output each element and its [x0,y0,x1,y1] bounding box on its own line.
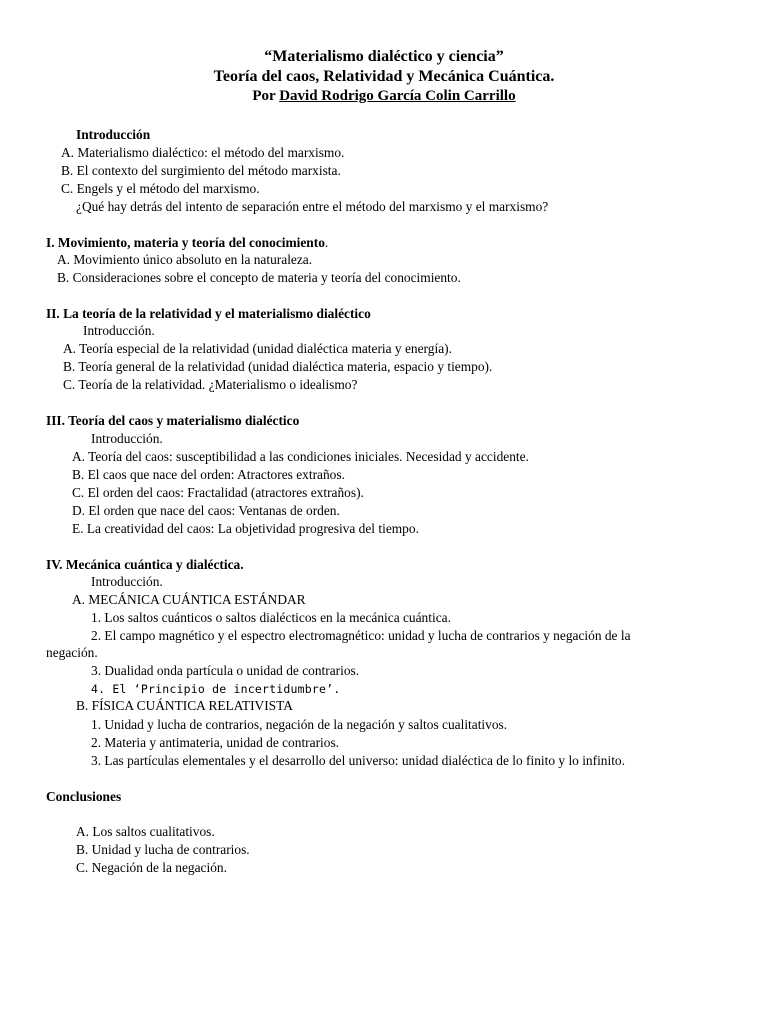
section-1-heading-suffix: . [324,235,329,250]
conclusions-item: B. Unidad y lucha de contrarios. [76,842,250,857]
section-1-item: A. Movimiento único absoluto en la naturaleza. [57,252,313,267]
section-3-heading: III. Teoría del caos y materialismo dialéctico [46,413,300,428]
section-4a-item-continuation: negación. [46,645,98,660]
intro-item: A. Materialismo dialéctico: el método del marxismo. [61,145,345,160]
intro-question: ¿Qué hay detrás del intento de separación entre el método del marxismo y el marxismo? [76,199,549,214]
intro-heading: Introducción [76,127,151,142]
author-line [0,87,768,106]
section-4a-item: 2. El campo magnético y el espectro electromagnético: unidad y lucha de contrarios y negación de la [91,628,631,643]
intro-item: B. El contexto del surgimiento del método marxista. [61,163,341,178]
document-subtitle: Teoría del caos, Relatividad y Mecánica Cuántica. [213,68,555,85]
conclusions-item: A. Los saltos cualitativos. [76,824,215,839]
title-block [0,47,768,106]
section-2-item: C. Teoría de la relatividad. ¿Materialismo o idealismo? [63,377,358,392]
conclusions-item: C. Negación de la negación. [76,860,227,875]
section-3-item: D. El orden que nace del caos: Ventanas de orden. [72,503,340,518]
section-4b-heading: B. FÍSICA CUÁNTICA RELATIVISTA [76,698,293,713]
section-1-heading [46,234,328,251]
section-4b-item: 3. Las partículas elementales y el desarrollo del universo: unidad dialéctica de lo finito y lo infinito. [91,753,625,768]
section-3-item: B. El caos que nace del orden: Atractores extraños. [72,467,345,482]
author-name: David Rodrigo García Colin Carrillo [279,88,516,104]
section-4a-item: 3. Dualidad onda partícula o unidad de contrarios. [91,663,360,678]
section-4a-item: 1. Los saltos cuánticos o saltos dialécticos en la mecánica cuántica. [91,610,451,625]
section-2-item: A. Teoría especial de la relatividad (unidad dialéctica materia y energía). [63,341,452,356]
section-4a-heading: A. MECÁNICA CUÁNTICA ESTÁNDAR [72,592,306,607]
conclusions-heading: Conclusiones [46,789,122,804]
section-3-item: C. El orden del caos: Fractalidad (atractores extraños). [72,485,364,500]
section-3-intro: Introducción. [91,431,163,446]
section-2-heading: II. La teoría de la relatividad y el materialismo dialéctico [46,306,371,321]
document-title: “Materialismo dialéctico y ciencia” [264,48,504,65]
section-1-heading-text: I. Movimiento, materia y teoría del conocimiento [46,235,325,250]
section-4b-item: 2. Materia y antimateria, unidad de contrarios. [91,735,340,750]
by-label: Por [252,88,276,104]
section-4a-item: 4. El ‘Principio de incertidumbre’. [91,682,341,696]
section-2-item: B. Teoría general de la relatividad (unidad dialéctica materia, espacio y tiempo). [63,359,493,374]
section-4-heading: IV. Mecánica cuántica y dialéctica. [46,557,244,572]
intro-item: C. Engels y el método del marxismo. [61,181,260,196]
section-2-intro: Introducción. [83,323,155,338]
section-4b-item: 1. Unidad y lucha de contrarios, negación de la negación y saltos cualitativos. [91,717,508,732]
section-3-item: E. La creatividad del caos: La objetividad progresiva del tiempo. [72,521,419,536]
section-3-item: A. Teoría del caos: susceptibilidad a las condiciones iniciales. Necesidad y accidente. [72,449,529,464]
section-4-intro: Introducción. [91,574,163,589]
section-1-item: B. Consideraciones sobre el concepto de materia y teoría del conocimiento. [57,270,461,285]
